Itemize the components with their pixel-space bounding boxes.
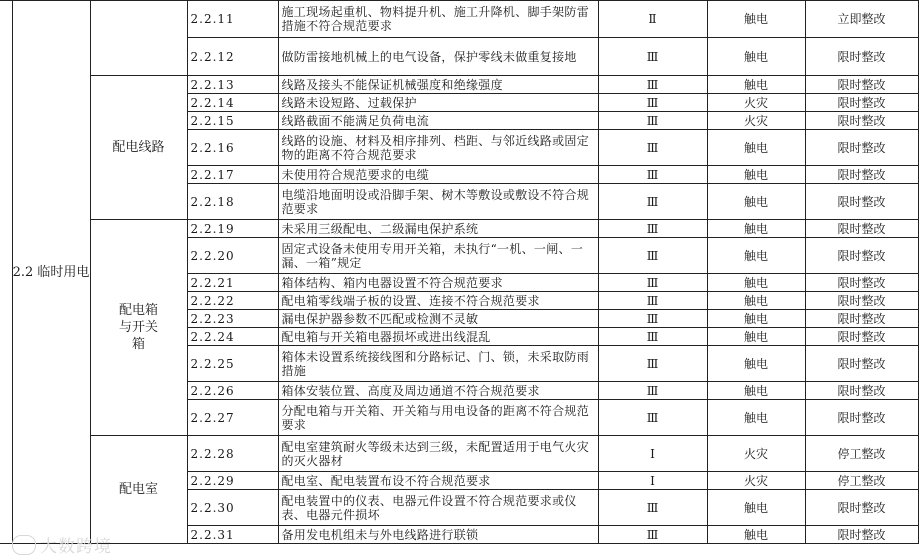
level-cell: Ⅲ xyxy=(598,130,707,166)
hazard-cell: 触电 xyxy=(707,130,805,166)
hazard-cell: 触电 xyxy=(707,1,805,38)
code-cell: 2.2.15 xyxy=(187,112,278,130)
level-cell: Ⅲ xyxy=(598,184,707,220)
action-cell: 限时整改 xyxy=(805,130,918,166)
desc-cell: 箱体未设置系统接线图和分路标记、门、锁，未采取防雨措施 xyxy=(278,346,598,382)
desc-cell: 施工现场起重机、物料提升机、施工升降机、脚手架防雷措施不符合规范要求 xyxy=(278,1,598,38)
desc-cell: 做防雷接地机械上的电气设备，保护零线未做重复接地 xyxy=(278,38,598,76)
action-cell: 限时整改 xyxy=(805,184,918,220)
action-cell: 限时整改 xyxy=(805,38,918,76)
desc-cell: 线路截面不能满足负荷电流 xyxy=(278,112,598,130)
desc-cell: 未采用三级配电、二级漏电保护系统 xyxy=(278,220,598,238)
level-cell: Ⅲ xyxy=(598,382,707,400)
desc-cell: 箱体安装位置、高度及周边通道不符合规范要求 xyxy=(278,382,598,400)
level-cell: Ⅰ xyxy=(598,436,707,472)
code-cell: 2.2.11 xyxy=(187,1,278,38)
code-cell: 2.2.18 xyxy=(187,184,278,220)
level-cell: Ⅲ xyxy=(598,166,707,184)
hazard-cell: 触电 xyxy=(707,310,805,328)
desc-cell: 线路未设短路、过载保护 xyxy=(278,94,598,112)
action-cell: 限时整改 xyxy=(805,310,918,328)
code-cell: 2.2.20 xyxy=(187,238,278,274)
hazard-cell: 触电 xyxy=(707,274,805,292)
action-cell: 停工整改 xyxy=(805,436,918,472)
level-cell: Ⅲ xyxy=(598,238,707,274)
hazard-cell: 火灾 xyxy=(707,436,805,472)
code-cell: 2.2.16 xyxy=(187,130,278,166)
action-cell: 限时整改 xyxy=(805,328,918,346)
desc-cell: 漏电保护器参数不匹配或检测不灵敏 xyxy=(278,310,598,328)
level-cell: Ⅲ xyxy=(598,526,707,544)
group-cell: 配电线路 xyxy=(90,76,187,220)
action-cell: 限时整改 xyxy=(805,220,918,238)
hazard-cell: 触电 xyxy=(707,328,805,346)
desc-cell: 配电室、配电装置布设不符合规范要求 xyxy=(278,472,598,490)
desc-cell: 分配电箱与开关箱、开关箱与用电设备的距离不符合规范要求 xyxy=(278,400,598,436)
level-cell: Ⅲ xyxy=(598,76,707,94)
action-cell: 限时整改 xyxy=(805,346,918,382)
level-cell: Ⅱ xyxy=(598,1,707,38)
hazard-cell: 触电 xyxy=(707,346,805,382)
group-label: 配电箱与开关箱 xyxy=(118,303,158,352)
hazard-cell: 触电 xyxy=(707,490,805,526)
code-cell: 2.2.12 xyxy=(187,38,278,76)
code-cell: 2.2.30 xyxy=(187,490,278,526)
desc-cell: 箱体结构、箱内电器设置不符合规范要求 xyxy=(278,274,598,292)
code-cell: 2.2.22 xyxy=(187,292,278,310)
hazard-cell: 触电 xyxy=(707,76,805,94)
level-cell: Ⅲ xyxy=(598,292,707,310)
desc-cell: 配电室建筑耐火等级未达到三级，未配置适用于电气火灾的灭火器材 xyxy=(278,436,598,472)
hazard-cell: 火灾 xyxy=(707,94,805,112)
level-cell: Ⅲ xyxy=(598,38,707,76)
code-cell: 2.2.27 xyxy=(187,400,278,436)
level-cell: Ⅲ xyxy=(598,274,707,292)
level-cell: Ⅲ xyxy=(598,310,707,328)
desc-cell: 线路及接头不能保证机械强度和绝缘强度 xyxy=(278,76,598,94)
code-cell: 2.2.31 xyxy=(187,526,278,544)
section-cell: 2.2 临时用电 xyxy=(12,1,90,544)
code-cell: 2.2.17 xyxy=(187,166,278,184)
desc-cell: 配电箱零线端子板的设置、连接不符合规范要求 xyxy=(278,292,598,310)
action-cell: 限时整改 xyxy=(805,382,918,400)
desc-cell: 电缆沿地面明设或沿脚手架、树木等敷设或敷设不符合规范要求 xyxy=(278,184,598,220)
level-cell: Ⅲ xyxy=(598,220,707,238)
action-cell: 限时整改 xyxy=(805,112,918,130)
action-cell: 限时整改 xyxy=(805,526,918,544)
action-cell: 限时整改 xyxy=(805,166,918,184)
action-cell: 限时整改 xyxy=(805,94,918,112)
hazard-cell: 触电 xyxy=(707,526,805,544)
watermark-logo-icon xyxy=(12,535,36,555)
desc-cell: 备用发电机组未与外电线路进行联锁 xyxy=(278,526,598,544)
action-cell: 限时整改 xyxy=(805,490,918,526)
blank-column xyxy=(0,1,12,544)
action-cell: 限时整改 xyxy=(805,292,918,310)
table-row xyxy=(0,1,918,38)
code-cell: 2.2.19 xyxy=(187,220,278,238)
hazard-cell: 触电 xyxy=(707,166,805,184)
level-cell: Ⅲ xyxy=(598,400,707,436)
desc-cell: 固定式设备未使用专用开关箱，未执行“一机、一闸、一漏、一箱”规定 xyxy=(278,238,598,274)
hazard-cell: 触电 xyxy=(707,382,805,400)
hazard-cell: 触电 xyxy=(707,38,805,76)
table-row xyxy=(0,220,918,238)
table-row xyxy=(0,76,918,94)
code-cell: 2.2.29 xyxy=(187,472,278,490)
hazard-cell: 触电 xyxy=(707,238,805,274)
hazard-cell: 火灾 xyxy=(707,112,805,130)
code-cell: 2.2.13 xyxy=(187,76,278,94)
action-cell: 限时整改 xyxy=(805,238,918,274)
action-cell: 停工整改 xyxy=(805,472,918,490)
watermark xyxy=(12,532,112,557)
hazard-cell: 触电 xyxy=(707,184,805,220)
code-cell: 2.2.28 xyxy=(187,436,278,472)
hazard-cell: 触电 xyxy=(707,220,805,238)
group-cell-top xyxy=(90,1,187,76)
group-cell xyxy=(90,220,187,436)
desc-cell: 线路的设施、材料及相序排列、档距、与邻近线路或固定物的距离不符合规范要求 xyxy=(278,130,598,166)
code-cell: 2.2.21 xyxy=(187,274,278,292)
desc-cell: 配电箱与开关箱电器损坏或进出线混乱 xyxy=(278,328,598,346)
level-cell: Ⅲ xyxy=(598,346,707,382)
action-cell: 限时整改 xyxy=(805,274,918,292)
table-row xyxy=(0,436,918,472)
level-cell: Ⅲ xyxy=(598,490,707,526)
level-cell: Ⅲ xyxy=(598,112,707,130)
code-cell: 2.2.24 xyxy=(187,328,278,346)
hazard-cell: 触电 xyxy=(707,292,805,310)
desc-cell: 配电装置中的仪表、电器元件设置不符合规范要求或仪表、电器元件损坏 xyxy=(278,490,598,526)
code-cell: 2.2.26 xyxy=(187,382,278,400)
group-cell: 配电室 xyxy=(90,436,187,544)
watermark-text: 大数跨境 xyxy=(40,537,112,557)
level-cell: Ⅰ xyxy=(598,472,707,490)
level-cell: Ⅲ xyxy=(598,328,707,346)
desc-cell: 未使用符合规范要求的电缆 xyxy=(278,166,598,184)
action-cell: 立即整改 xyxy=(805,1,918,38)
action-cell: 限时整改 xyxy=(805,400,918,436)
hazard-cell: 触电 xyxy=(707,400,805,436)
code-cell: 2.2.14 xyxy=(187,94,278,112)
code-cell: 2.2.23 xyxy=(187,310,278,328)
action-cell: 限时整改 xyxy=(805,76,918,94)
level-cell: Ⅲ xyxy=(598,94,707,112)
code-cell: 2.2.25 xyxy=(187,346,278,382)
hazard-cell: 火灾 xyxy=(707,472,805,490)
